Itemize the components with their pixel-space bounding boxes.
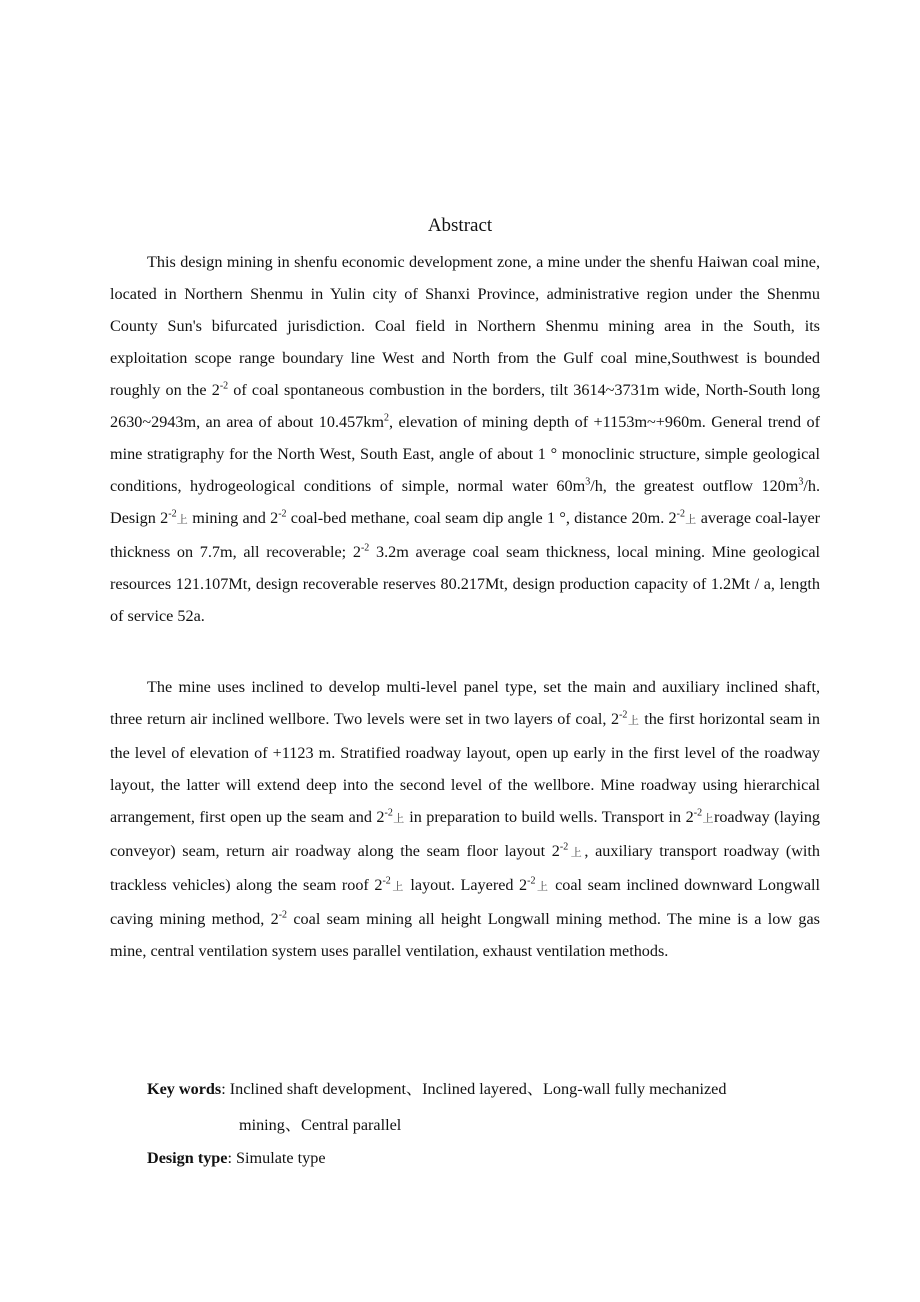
page-title: Abstract xyxy=(427,215,493,236)
abstract-paragraph-2: The mine uses inclined to develop multi-level panel type, set the main and auxiliary inclined shaft, three return air inclined wellbore. Two levels were set in two layers of coal, $2^{-2}$上 the first horizontal seam in the level of elevation of +1123 m. Stratified roadway layout, open up early in the first level of the roadway layout, the latter will extend deep into the second level of the wellbore. Mine roadway using hierarchical arrangement, first open up the seam and $2^{-2}$上 in preparation to build wells. Transport in $2^{-2}$上roadway (laying conveyor) seam, return air roadway along the seam floor layout $2^{-2}$上, auxiliary transport roadway (with trackless vehicles) along the seam roof $2^{-2}$上 layout. Layered $2^{-2}$上 coal seam inclined downward Longwall caving mining method, $2^{-2}$ coal seam mining all height Longwall mining method. The mine is a low gas mine, central ventilation system uses parallel ventilation, exhaust ventilation methods. xyxy=(110,678,821,960)
keywords-line-2: mining、Central parallel xyxy=(239,1116,402,1134)
keywords-block xyxy=(147,1071,820,1143)
keywords-label: Key words xyxy=(147,1080,222,1098)
design-type-value: : Simulate type xyxy=(227,1149,326,1167)
keywords-text-1: : Inclined shaft development、Inclined layered、Long-wall fully mechanized xyxy=(221,1080,727,1098)
keywords-line-1 xyxy=(147,1071,820,1107)
design-type xyxy=(147,1143,326,1173)
abstract-paragraph-1: This design mining in shenfu economic development zone, a mine under the shenfu Haiwan coal mine, located in Northern Shenmu in Yulin city of Shanxi Province, administrative region under the Shenmu County Sun's bifurcated jurisdiction. Coal field in Northern Shenmu mining area in the South, its exploitation scope range boundary line West and North from the Gulf coal mine,Southwest is bounded roughly on the $2^{-2}$ of coal spontaneous combustion in the borders, tilt 3614~3731m wide, North-South long 2630~2943m, an area of about $10.457km^2$, elevation of mining depth of +1153m~+960m. General trend of mine stratigraphy for the North West, South East, angle of about 1 ° monoclinic structure, simple geological conditions, hydrogeological conditions of simple, normal water $60m^3/h$, the greatest outflow $120m^3/h$. Design $2^{-2}$上 mining and $2^{-2}$ coal-bed methane, coal seam dip angle 1 °, distance 20m. $2^{-2}$上 average coal-layer thickness on 7.7m, all recoverable; $2^{-2}$ 3.2m average coal seam thickness, local mining. Mine geological resources 121.107Mt, design recoverable reserves 80.217Mt, design production capacity of 1.2Mt / a, length of service 52a. xyxy=(110,253,821,625)
design-type-label: Design type xyxy=(147,1149,228,1167)
